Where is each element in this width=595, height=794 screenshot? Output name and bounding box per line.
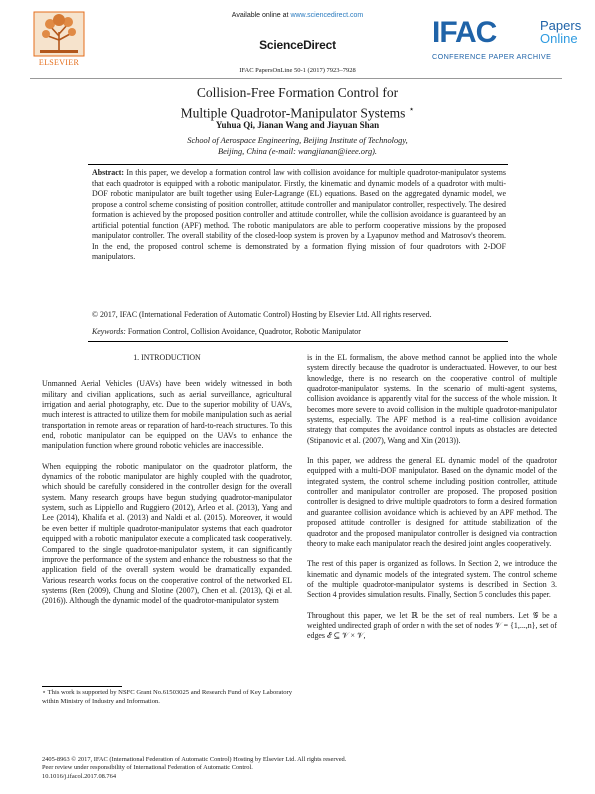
footnote: ⋆ This work is supported by NSFC Grant No.61503025 and Research Fund of Key Laboratory within Ministry of Industry and Information. (42, 689, 292, 705)
section-heading: 1. INTRODUCTION (133, 353, 201, 362)
ifac-online: Online (540, 31, 578, 46)
paragraph: Throughout this paper, we let ℝ be the set of real numbers. Let 𝒢 be a weighted undirected graph of order n with the set of nodes 𝒱 = {1,...,n}, set of edges ℰ ⊆ 𝒱 × 𝒱, (307, 610, 557, 641)
title-line-2 (0, 101, 595, 122)
paper-title (0, 84, 595, 122)
journal-reference: IFAC PapersOnLine 50-1 (2017) 7923–7928 (239, 67, 356, 74)
abstract-label: Abstract: (92, 168, 124, 177)
footer-doi[interactable]: 10.1016/j.ifacol.2017.08.764 (42, 772, 117, 780)
paragraph: Unmanned Aerial Vehicles (UAVs) have been widely witnessed in both military and civilian applications, such as aerial surveillance, agricultural irrigation and aerial photography, etc. Due to the superior mobility of UAVs, much interest is attracted to utilize them for mobile manipulation such as aerial transportation in remote areas or reparation of hard-to-reach structures. To this end, robotic manipulator can be equipped on the UAVs to enhance the manipulation function where ground robotic vehicles are inaccessible. (42, 379, 292, 451)
affiliation-line-2: Beijing, China (e-mail: wangjianan@ieee.org). (217, 147, 378, 156)
available-prefix: Available online at (231, 12, 291, 19)
title-line-1: Collision-Free Formation Control for (196, 85, 399, 100)
keywords-text: Formation Control, Collision Avoidance, Quadrotor, Robotic Manipulator (127, 327, 361, 336)
left-column (42, 353, 292, 617)
keywords (92, 327, 506, 337)
affiliation (0, 135, 595, 157)
paragraph: In this paper, we address the general EL dynamic model of the quadrotor equipped with a multi-DOF manipulator. Based on the dynamic model of the integrated system, the control scheme including position controller, attitude controller and manipulator controller are proposed. The proposed position controller is designed to drive multiple quadrotors to form a desired formation and guarantee collision avoidance which is achieved by an APF method. The proposed attitude controller is designed for attitude stabilization of the quadrotor and the proposed manipulator controller is designed via contraction theory to make each manipulator reach the desired joint angles cooperatively. (307, 456, 557, 548)
sciencedirect-label: ScienceDirect (259, 38, 336, 52)
title-footnote-mark: ⋆ (408, 104, 415, 114)
footnote-rule (42, 686, 122, 687)
ifac-logo (432, 14, 592, 64)
ifac-papers: Papers (540, 18, 582, 33)
page-footer (42, 756, 552, 781)
authors: Yuhua Qi, Jianan Wang and Jiayuan Shan (215, 120, 380, 130)
paragraph: The rest of this paper is organized as follows. In Section 2, we introduce the kinematic and dynamic models of the integrated system. The control scheme of the multiple quadrotor-manipulator systems is described in Section 3. Section 4 provides simulation results. Finally, Section 5 concludes this paper. (307, 559, 557, 600)
abstract-bottom-rule (88, 341, 508, 342)
footer-peer-review: Peer review under responsibility of International Federation of Automatic Control. (42, 764, 253, 772)
header-divider (30, 78, 562, 79)
abstract (92, 168, 506, 263)
right-column (307, 353, 557, 652)
abstract-text: In this paper, we develop a formation control law with collision avoidance for multiple quadrotor-manipulator systems that each quadrotor is equipped with a robotic manipulator. Firstly, the kinematic and dynamic models of a quadrotor with multi-DOF robotic manipulator are built together using Euler-Lagrange (EL) equations. Based on the aggregated dynamic model, we propose a control scheme consisting of position controller, attitude controller and manipulator controller, respectively. The desired formation is achieved by the proposed position controller and attitude controller, while the collision avoidance is guaranteed by an artificial potential function (APF) method. The robotic manipulators are able to perform cooperative missions by the proposed manipulator controller. The overall stability of the closed-loop system is proven by a Lyapunov method and Matrosov's theorem. In the end, the proposed control scheme is demonstrated by a formation flying mission of four quadrotors with 2-DOF manipulators. (92, 168, 506, 261)
ifac-letters: IFAC (432, 16, 497, 49)
footer-copyright: 2405-8963 © 2017, IFAC (International Federation of Automatic Control) Hosting by Elsevier Ltd. All rights reserved. (42, 756, 347, 763)
elsevier-wordmark: ELSEVIER (38, 58, 80, 67)
abstract-top-rule (88, 164, 508, 165)
title-line-2-text: Multiple Quadrotor-Manipulator Systems (180, 105, 406, 121)
affiliation-line-1: School of Aerospace Engineering, Beijing Institute of Technology, (187, 136, 408, 145)
copyright-notice: © 2017, IFAC (International Federation of Automatic Control) Hosting by Elsevier Ltd. All rights reserved. (92, 310, 432, 319)
ifac-archive: CONFERENCE PAPER ARCHIVE (432, 52, 552, 61)
paragraph: is in the EL formalism, the above method cannot be applied into the whole system directly because the quadrotor is underactuated. However, to our best knowledge, there is no research on the cooperative control of multiple quadrotor-manipulator systems. In the scenario of multi-agent systems, collision avoidance is apparently vital for the success of the whole mission. It becomes more severe to avoid collision in the multiple quadrotor-manipulator systems, especially. The APF method is a real-time collision avoidance strategy that computes the avoidance control inputs as obstacles are detected (Stipanovic et al. (2007), Wang and Xin (2013)). (307, 353, 557, 445)
paragraph: When equipping the robotic manipulator on the quadrotor platform, the dynamics of the robotic manipulator are highly coupled with the quadrotor, which should be carefully considered in the controller design for the overall system. Many research groups have begun studying quadrotor-manipulator system, such as Lippiello and Ruggiero (2012), Arleo et al. (2013), Yang and Lee (2014), Khalifa et al. (2013) and Naldi et al. (2015). Moreover, it would be even better if multiple quadrotor-manipulator systems that each quadrotor equipped with a robotic manipulator execute a complicated task cooperatively. Compared to the single quadrotor-manipulator system, it can significantly improve the performance of the system and enhance the robustness so that the application field of the overall system would be dramatically expanded. Various research works focus on the cooperative control of the networked EL systems (Ren (2009), Chung and Slotine (2007), Chen et al. (2013), Qi et al. (2016)). Although the dynamic model of the quadrotor-manipulator system (42, 461, 292, 606)
keywords-label: Keywords: (92, 327, 126, 336)
sciencedirect-link[interactable]: www.sciencedirect.com (290, 12, 364, 19)
